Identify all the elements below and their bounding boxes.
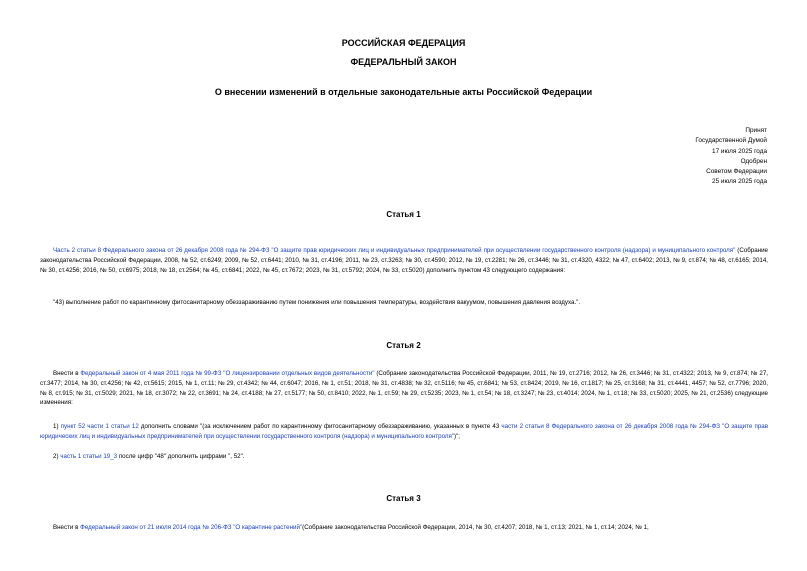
approval-line: Одобрен: [740, 157, 767, 165]
law-99-link[interactable]: Федеральный закон от 4 мая 2011 года № 99-ФЗ "О лицензировании отдельных видов деятельности": [80, 370, 375, 377]
adoption-block: [567, 126, 767, 188]
adoption-line: Принят: [745, 127, 767, 134]
article-1-paragraph-1: [40, 246, 768, 275]
country-heading: РОССИЙСКАЯ ФЕДЕРАЦИЯ: [341, 38, 466, 48]
article-3-heading: Статья 3: [386, 494, 421, 503]
paragraph-text: (Собрание законодательства Российской Федерации, 2008, № 52, ст.6249; 2009, № 52, ст.6441; 2010, № 31, ст.4196; 2011, № 23, ст.3263; № 30, ст.4590; 2012, № 19, ст.2281; № 26, ст.3446; № 31, ст.4320, 4322; № 47, ст.6402; 2013, № 9, ст.874; № 48, ст.6165; 2014, № 30, ст.4256; 2016, № 50, ст.6975; 2018, № 18, ст.2564; № 45, ст.6841; 2022, № 45, ст.7672; 2023, № 31, ст.5792; 2024, № 33, ст.5020) дополнить пунктом 43 следующего содержания:: [40, 247, 768, 274]
article-19-3-link[interactable]: часть 1 статьи 19_3: [60, 453, 118, 460]
document-type-heading: ФЕДЕРАЛЬНЫЙ ЗАКОН: [350, 57, 457, 67]
paragraph-text: (Собрание законодательства Российской Федерации, 2011, № 19, ст.2716; 2012, № 26, ст.3446; № 31, ст.4322; 2013, № 9, ст.874; № 27, ст.3477; 2014, № 30, ст.4256; № 42, ст.5615; 2015, № 1, ст.11; № 29, ст.4342; № 44, ст.6047; 2016, № 1, ст.51; 2018, № 31, ст.4838; № 32, ст.5116; № 45, ст.6841; № 53, ст.8424; 2019, № 16, ст.1817; № 25, ст.3168; № 31, ст.4441, 4457; № 52, ст.7796; 2020, № 8, ст.915; № 31, ст.5029; 2021, № 18, ст.3072; № 22, ст.3691; № 24, ст.4188; № 27, ст.5177; № 50, ст.8410; 2022, № 1, ст.59; № 29, ст.5235; 2023, № 1, ст.54; № 18, ст.3247; № 23, ст.4014; 2024, № 1, ст.18; № 33, ст.5020; 2025, № 21, ст.2536) следующие изменения:: [40, 370, 768, 407]
article-1-heading: Статья 1: [386, 210, 421, 219]
article-1-paragraph-2: "43) выполнение работ по карантинному фитосанитарному обеззараживанию путем понижения или повышения температуры, воздействия вакуумом, повышения давления воздуха.".: [53, 299, 581, 306]
adoption-line: Государственной Думой: [695, 137, 767, 145]
document-title: О внесении изменений в отдельные законодательные акты Российской Федерации: [214, 87, 593, 97]
approval-line: Советом Федерации: [706, 168, 767, 176]
approval-date: 25 июля 2025 года: [712, 178, 767, 186]
law-294-part-2-link[interactable]: части 2 статьи 8 Федерального закона от 26 декабря 2008 года № 294-ФЗ "О защите прав юридических лиц и индивидуальных предпринимателей при осуществлении государственного контроля (надзора) и муниципального контроля": [40, 423, 768, 440]
article-3-paragraph-1: Внести в Федеральный закон от 21 июля 2014 года № 206-ФЗ "О карантине растений"(Собрание законодательства Российской Федерации, 2014, № 30, ст.4207; 2018, № 1, ст.13; 2021, № 1, ст.14; 2024, № 1,: [53, 524, 649, 531]
paragraph-text: (Собрание законодательства Российской Федерации, 2014, № 30, ст.4207; 2018, № 1, ст.13; 2021, № 1, ст.14; 2024, № 1,: [302, 524, 649, 531]
article-2-paragraph-3: 2) часть 1 статьи 19_3 после цифр "48" дополнить цифрами ", 52".: [53, 453, 245, 460]
article-2-paragraph-2: 1) пункт 52 части 1 статьи 12 дополнить словами "(за исключением работ по карантинному фитосанитарному обеззараживанию, указанных в пункте 43 части 2 статьи 8 Федерального закона от 26 декабря 2008 года № 294-ФЗ "О защите прав юридических лиц и индивидуальных предпринимателей при осуществлении государственного контроля (надзора) и муниципального контроля")";: [40, 423, 768, 440]
point-52-link[interactable]: пункт 52 части 1 статьи 12: [60, 423, 139, 430]
law-206-link[interactable]: Федеральный закон от 21 июля 2014 года № 206-ФЗ "О карантине растений": [80, 524, 303, 531]
law-294-link[interactable]: Часть 2 статьи 8 Федерального закона от 26 декабря 2008 года № 294-ФЗ "О защите прав юридических лиц и индивидуальных предпринимателей при осуществлении государственного контроля (надзора) и муниципального контроля": [53, 247, 736, 254]
adoption-date: 17 июля 2025 года: [712, 147, 767, 155]
article-2-paragraph-1: Внести в Федеральный закон от 4 мая 2011 года № 99-ФЗ "О лицензировании отдельных видов деятельности" (Собрание законодательства Российской Федерации, 2011, № 19, ст.2716; 2012, № 26, ст.3446; № 31, ст.4322; 2013, № 9, ст.874; № 27, ст.3477; 2014, № 30, ст.4256; № 42, ст.5615; 2015, № 1, ст.11; № 29, ст.4342; № 44, ст.6047; 2016, № 1, ст.51; 2018, № 31, ст.4838; № 32, ст.5116; № 45, ст.6841; № 53, ст.8424; 2019, № 16, ст.1817; № 25, ст.3168; № 31, ст.4441, 4457; № 52, ст.7796; 2020, № 8, ст.915; № 31, ст.5029; 2021, № 18, ст.3072; № 22, ст.3691; № 24, ст.4188; № 27, ст.5177; № 50, ст.8410; 2022, № 1, ст.59; № 29, ст.5235; 2023, № 1, ст.54; № 18, ст.3247; № 23, ст.4014; 2024, № 1, ст.18; № 33, ст.5020; 2025, № 21, ст.2536) следующие изменения:: [40, 370, 768, 407]
article-2-heading: Статья 2: [386, 341, 421, 350]
